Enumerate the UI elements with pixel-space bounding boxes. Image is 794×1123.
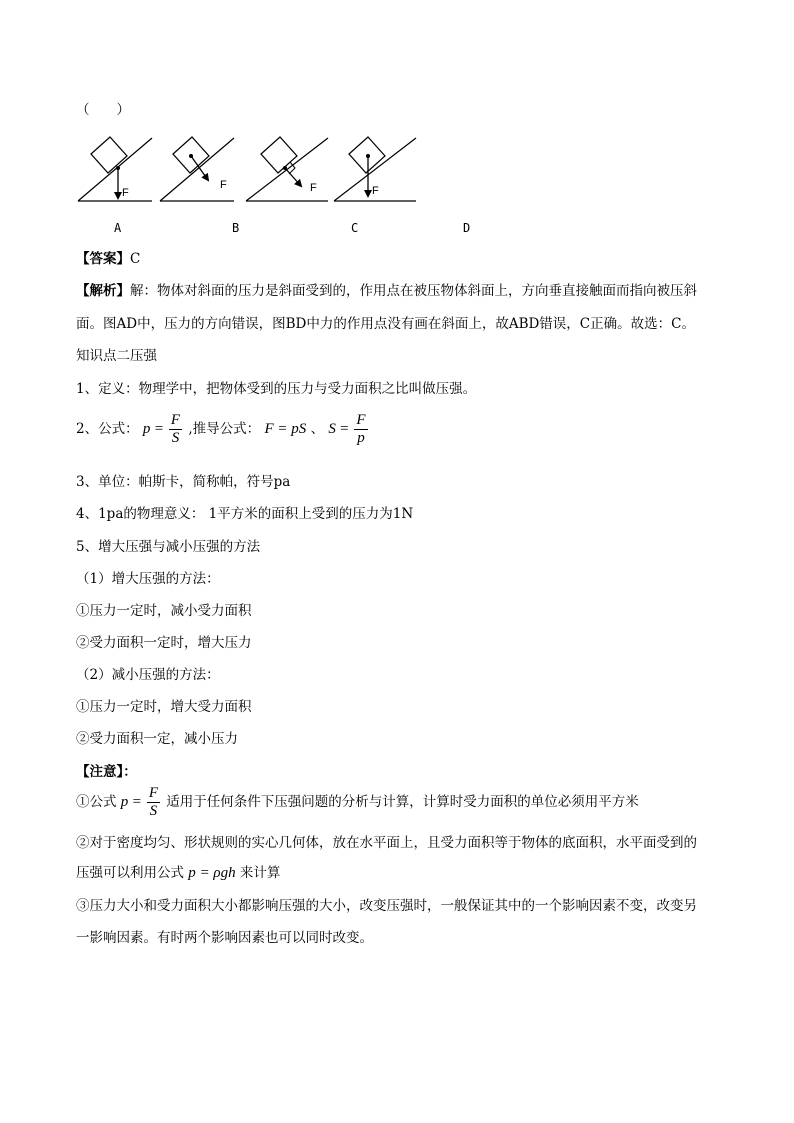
formula-mid: ,推导公式： — [188, 421, 261, 437]
option-label-c: C — [351, 221, 359, 235]
increase-item-1: ①压力一定时，减小受力面积 — [76, 603, 252, 619]
note-2-line-2 — [76, 864, 280, 882]
force-label-d: F — [372, 185, 379, 197]
note-1-p: p — [120, 794, 129, 810]
note-2-line-1: ②对于密度均匀、形状规则的实心几何体，放在水平面上，且受力面积等于物体的底面积，水平面受到的 — [76, 835, 697, 851]
formula-numerator: F — [170, 412, 181, 428]
note-1-prefix: ①公式 — [76, 794, 117, 810]
formula-denominator-2: p — [357, 430, 365, 446]
figure-d — [334, 137, 416, 201]
answer-line — [76, 250, 140, 268]
unit-line: 3、单位：帕斯卡，简称帕，符号pa — [76, 474, 291, 490]
formula-denominator: S — [171, 430, 180, 446]
notes-tag-text: 【注意】： — [76, 764, 137, 780]
decrease-title: （2）减小压强的方法： — [76, 667, 220, 683]
note-3-line-2: 一影响因素。有时两个影响因素也可以同时改变。 — [76, 930, 373, 946]
decrease-item-2: ②受力面积一定，减小压力 — [76, 731, 238, 747]
note-2-formula: p = ρgh — [188, 865, 236, 881]
question-blank: （ ） — [76, 102, 130, 118]
force-label-b: F — [220, 179, 227, 191]
section-title: 知识点二压强 — [76, 348, 157, 364]
option-label-b: B — [232, 221, 240, 235]
option-label-d: D — [463, 221, 471, 235]
increase-item-2: ②受力面积一定时，增大压力 — [76, 635, 252, 651]
answer-value: C — [130, 251, 141, 267]
option-label-a: A — [114, 221, 122, 235]
note-1-denominator: S — [149, 803, 158, 819]
analysis-line-1 — [76, 282, 697, 300]
increase-title: （1）增大压强的方法： — [76, 571, 220, 587]
note-3-line-1: ③压力大小和受力面积大小都影响压强的大小，改变压强时，一般保证其中的一个影响因素不变，改变另 — [76, 898, 697, 914]
definition-line: 1、定义：物理学中，把物体受到的压力与受力面积之比叫做压强。 — [76, 381, 477, 397]
note-1: ①公式 p = $\frac{F}{S}$ 适用于任何条件下压强问题的分析与计算，计算时受力面积的单位必须用平方米 — [76, 785, 639, 819]
figure-a — [78, 137, 152, 201]
force-label-a: F — [122, 187, 129, 199]
analysis-line-2: 面。图AD中，压力的方向错误，图BD中力的作用点没有画在斜面上，故ABD错误，C正确。故选：C。 — [76, 316, 695, 332]
formula-fraction — [169, 412, 182, 447]
note-1-suffix: 适用于任何条件下压强问题的分析与计算，计算时受力面积的单位必须用平方米 — [166, 794, 639, 810]
formula-s: S — [328, 421, 336, 437]
figure-c — [246, 137, 328, 201]
answer-tag: 【答案】 — [76, 251, 130, 267]
formula-fraction-2 — [354, 412, 367, 447]
incline-figures — [70, 128, 430, 208]
note-2-suffix: 来计算 — [239, 865, 281, 881]
decrease-item-1: ①压力一定时，增大受力面积 — [76, 699, 252, 715]
formula-prefix: 2、公式： — [76, 421, 139, 437]
note-1-fraction — [147, 785, 160, 820]
note-1-numerator: F — [148, 785, 158, 801]
methods-title: 5、增大压强与减小压强的方法 — [76, 539, 261, 555]
analysis-text-1: 解：物体对斜面的压力是斜面受到的，作用点在被压物体斜面上，方向垂直接触面而指向被压斜 — [130, 283, 697, 299]
notes-tag — [76, 763, 137, 781]
formula-line: 2、公式： p = $\frac{F}{S}$ ,推导公式： F = pS 、 S = $\frac{F}{p}$ — [76, 412, 366, 446]
note-2-prefix: 压强可以利用公式 — [76, 865, 184, 881]
formula-numerator-2: F — [356, 412, 366, 428]
formula-p: p — [142, 421, 151, 437]
formula-sep: 、 — [310, 421, 325, 437]
formula-derived-1: F = pS — [264, 421, 307, 437]
force-label-c: F — [310, 182, 317, 194]
meaning-line: 4、1pa的物理意义： 1平方米的面积上受到的压力为1N — [76, 506, 414, 522]
analysis-tag: 【解析】 — [76, 283, 130, 299]
figure-b — [160, 137, 234, 201]
